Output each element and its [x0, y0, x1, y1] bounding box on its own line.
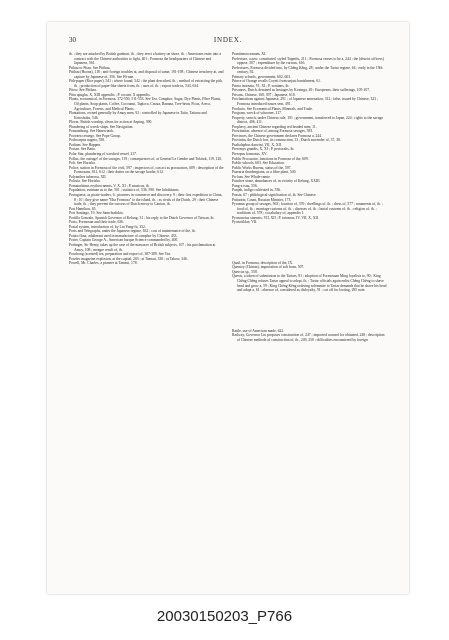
- section-gap: [232, 309, 387, 313]
- index-entry: Potter, Captain George A., American barque Science commanded by, 400.: [69, 238, 179, 243]
- index-entry: Pussia, 67 ; philological signification of, ib. See Chinese.: [232, 192, 317, 197]
- index-entry: Public Procurator, functions in Formosa of the, 609.: [232, 156, 309, 161]
- index-entry: Railway, Governor Liu proposes construction of, 247 ; imported counsel for obtained, 248 ; description of Chinese methods of construction of, ib., 249, 250 ; difficulties encountered by foreign: [232, 333, 385, 342]
- index-entry: Quercus sp., 558.: [232, 269, 258, 274]
- index-entry: Public schools, 603. See Education.: [232, 161, 285, 166]
- index-entry: Pouchong (scented) tea, preparation and export of, 387-389. See Tea.: [69, 252, 171, 257]
- index-entry: Pith-paper (Rice paper), 541 ; where found, 542 ; the plant described, ib. ; method of extracting the pith, ib. ; production of paper-like sheets from, ib. ; uses of, ib. ; export trade in, 543, 634.: [69, 79, 223, 88]
- index-entry: Poovaea ceruego. See Pope Group.: [69, 133, 121, 138]
- index-entry: Prantinnsia nanum, XI.: [232, 52, 267, 56]
- index-entry: Quemoy (Chinan), importation of salt from, 507.: [232, 265, 305, 270]
- index-entry: Podium. See Happen.: [69, 142, 101, 147]
- index-entry: Prisons, Chinese, 160, 397 ; Japanese, 610.: [232, 92, 296, 97]
- index-entry: Program, wreck of schooner, 217.: [232, 111, 282, 116]
- index-entry: Port Santiago, 19. See Samchodokio.: [69, 211, 124, 216]
- index-entry: Pittu apugha, X, XIII appendix ; P. occum. X appendix.: [69, 92, 151, 97]
- index-entry: Provintia, the Dutch fort, its construction, 13 ; Dutch surrender of, 37, 38.: [232, 138, 341, 143]
- index-entry: Pitow. See Pitthau.: [69, 88, 97, 93]
- index-entry: Police, station in Formosa of the civil, 597 ; inspectors of, can act as procurators, 609 ; description of the Formosans, 611, 612 ; their duties on the savage border, 612.: [69, 165, 224, 175]
- index-entry: Property, search, under Chinese rule, 191 ; government, transferred to Japan, 224 ; rights to the savage district, 406, 411.: [232, 115, 384, 125]
- index-entry: Pteromys grandis, X, XI ; P. pectoralis, ib.: [232, 147, 295, 152]
- index-entry: Pueraria thunbergiana, as a fibre plant, 540.: [232, 170, 297, 175]
- index-entry: Plants, economical, in Formosa, 372-550, 511-553. See Tea, Camphor, Sugar, Dye Plants, Fibre Plants, Oil plants, Soap plants, Coffee, Cocoanut, Tapioca, Cassia, Banana, Tree-bean, Ficus, Areca, Agriculture, Forests, and Medical Plants.: [69, 97, 221, 111]
- index-entry: Pung-a tsau, 556.: [232, 183, 258, 188]
- index-entry: Pomatorhinus erythrocnemis, V, X, XI ; P. musicus, ib.: [69, 183, 150, 188]
- index-entry: Prinia inornata, VI, XI ; P. sonitans, ib.: [232, 83, 290, 88]
- index-entry: Podocarpus nageia, 558.: [69, 138, 106, 143]
- index-entry: Plundering of wreck-ships. See Navigation.: [69, 124, 134, 129]
- index-entry: Pu-lam. See Whale-ramie.: [232, 174, 271, 179]
- index-entry: ib. ; they are attacked by British gunboat, ib. ; they erect a battery on shore, ib. ; Americans enter into a contract with the Chinese authorities to fight, 401 ; Formosa the headquarters of Chinese and Japanese, 561.: [69, 52, 221, 66]
- index-entry: Polosia. See Horisha.: [69, 179, 101, 184]
- index-entry: Prefecture, a new, constituted, styled Taipeifu, 211 ; Formosa ceases to be a, 244 ; the (district officers) oppose, 507 ; expenditure by the various, 616.: [232, 56, 384, 66]
- index-entry: Proclamations against Japanese, 291 ; of Japanese annexation, 312 ; false, issued by Chinese, 323 ; Formosa introduced issues sent, 491.: [232, 97, 378, 107]
- index-entry: Port Hamilton, 65.: [69, 206, 97, 211]
- index-column-right: [232, 52, 387, 342]
- image-caption: 20030150203_P766: [156, 608, 293, 625]
- index-entry: Prisoners, Dutch, detained as hostages by Koxinga, 49 ; Europeans, their sufferings, 105-107.: [232, 88, 370, 93]
- index-entry: Prostitution, absence of, among Formosa savages, 583.: [232, 129, 314, 134]
- index-entry: Portilla Gonzalo, Spanish Governor of Kelung, 31 ; his reply to the Dutch Governor of Taiwan, ib.: [69, 215, 215, 220]
- index-entry: Ponsanthong. See Hanewiaok.: [69, 129, 114, 134]
- index-entry: Poli. See Horisha.: [69, 161, 96, 166]
- index-entry: Quail, in Formosa, description of the, IX.: [232, 260, 294, 265]
- index-entry: Provinces, the Chinese government declares Formosa a, 244.: [232, 133, 322, 138]
- index-entry: Public Works Bureau, status of the, 597.: [232, 165, 292, 170]
- index-column-left: [69, 52, 224, 342]
- book-page: [47, 22, 409, 594]
- index-entry: Prophecy, ancient Chinese regarding red headed men, 11.: [232, 124, 317, 129]
- index-entry: Pycnonotus sinensis, VII, XII ; P. taivanus, IV, VII, X, XII.: [232, 215, 319, 220]
- index-entry: Pteropus formosus, XV.: [232, 152, 268, 157]
- index-entry: Products. See Economical Plants, Minerals, and Trade.: [232, 106, 313, 111]
- index-entry: Punjab, indigo cultivated in, 536.: [232, 188, 282, 193]
- index-entry: Punches stone, abundances of, in vicinity of Kelung, XXIII.: [232, 179, 321, 184]
- index-entry: Powder magazine explosion, at the capital, 203 ; at Tamsui, 330 ; at Takow, 346.: [69, 256, 188, 261]
- index-entry: Polyanthes tuberosa, XII.: [69, 174, 107, 179]
- section-gap: [232, 241, 387, 245]
- index-entry: Pottinger, Sir Henry, takes up the case of the massacre of British subjects, 107 ; his proclamation at Amoy, 108 ; meagre result of, ib.: [69, 242, 216, 252]
- index-entry: Poctan. See Baito.: [69, 147, 97, 152]
- index-entry: Primary schools, government, 602, 603.: [232, 74, 291, 79]
- index-entry: Posts and Telegraphs, under the Japanese regime, 632 ; cost of maintenance of the, ib.: [69, 229, 196, 234]
- page-number: 30: [69, 36, 76, 44]
- index-entry: Puttaotin, Count, Russian Minister, 173.: [232, 197, 292, 202]
- index-columns: [69, 52, 387, 342]
- page-header: [69, 36, 387, 46]
- index-entry: Pyramus group of savages, 563 ; location of, 376 ; dwellings of, ib. ; dress of, 577 ; ornaments of, ib. ; food of, ib. ; marriage customs of, ib. ; diseases of, ib. ; burial customs of, ib. ; religion of, ib. ; traditions of, 578 ; vocabulary of, appendix I.: [232, 202, 383, 216]
- index-entry: Pycnotildae, VII.: [232, 220, 258, 225]
- index-entry: Posts, Formosan and their trade, 636.: [69, 220, 124, 225]
- index-entry: Psaltalaphus darwini, VII, X, XII.: [232, 142, 282, 147]
- page-title: INDEX.: [213, 36, 243, 44]
- index-entry: Pithau or Pitau. See Pitthau.: [69, 65, 111, 70]
- index-entry: Plover, British warship, clears for action at Anping, 390.: [69, 120, 153, 125]
- index-entry: Pollux, the outrage! of the savages, 119 ; consequences of, at General Le Gendre and Tokitok, 119, 120.: [69, 156, 223, 161]
- index-entry: Postal system, introduction of, by Liu Yung-fu, 352.: [69, 224, 146, 229]
- index-entry: Powell, Mr. Charles, a pioneer at Tamsui, 178.: [69, 261, 138, 266]
- index-entry: Polar Star, plundering of wrecked vessel, 217.: [69, 152, 137, 157]
- index-entry: Plantations, owned generally by Amoy men, 92 ; controlled by Japanese in Taito, Taitaou and Kotoshoku, 546.: [69, 111, 207, 120]
- index-entry: Quests, a token of submission to the Tartars, 81 ; adoption of Formosaan Ming loyalists to, 90 ; King Chêng Chêng refuses Tartar appeal to adopt, ib. ; Tartar officials again enlist Chêng Chêng to shave head and grow a, 59 ; King Chêng Kêng ordering solemnize to Tartar demands that he shave his head and adopt a, 61 ; absence of, considered as disloyalty, 91 ; cut off for looting, 295 note.: [232, 274, 387, 293]
- index-entry: Prefectures, Formosa divided into, by Chêng Kêng, 28 ; under the Tartar regime, 64 ; early in the 19th century, 92.: [232, 65, 383, 75]
- index-entry: Portuguese, as pirate-traders, 6 ; pioneers in commerce and discovery, 9 ; their first expedition to China, 8 ; 10 ; they give name "Ilha Formosa" to the island, ib. ; as rivals of the Dutch, 29 ; their Chinese trade, ib. ; they prevent the success of Dutch envoy to Canton, ib.: [69, 192, 223, 207]
- index-entry: Potato flour, adulterant used in manufacture of camphor by Chinese, 433.: [69, 233, 178, 238]
- index-entry: Prince of Orange recalls Coyett from unjust banishment, 61.: [232, 79, 321, 84]
- index-entry: Pitthau (Hoona), 118 ; anti-foreign troubles at, and disposal of same, 191-198 ; Chinese treachery at, and capture by Japanese of, 356. See Hi-nan.: [69, 70, 224, 79]
- index-entry: Population, estimate as to the, 501 ; statistics of, 536, 590. See Inhabitants.: [69, 188, 180, 193]
- index-entry: Rattle, use of American made, 622.: [232, 328, 285, 333]
